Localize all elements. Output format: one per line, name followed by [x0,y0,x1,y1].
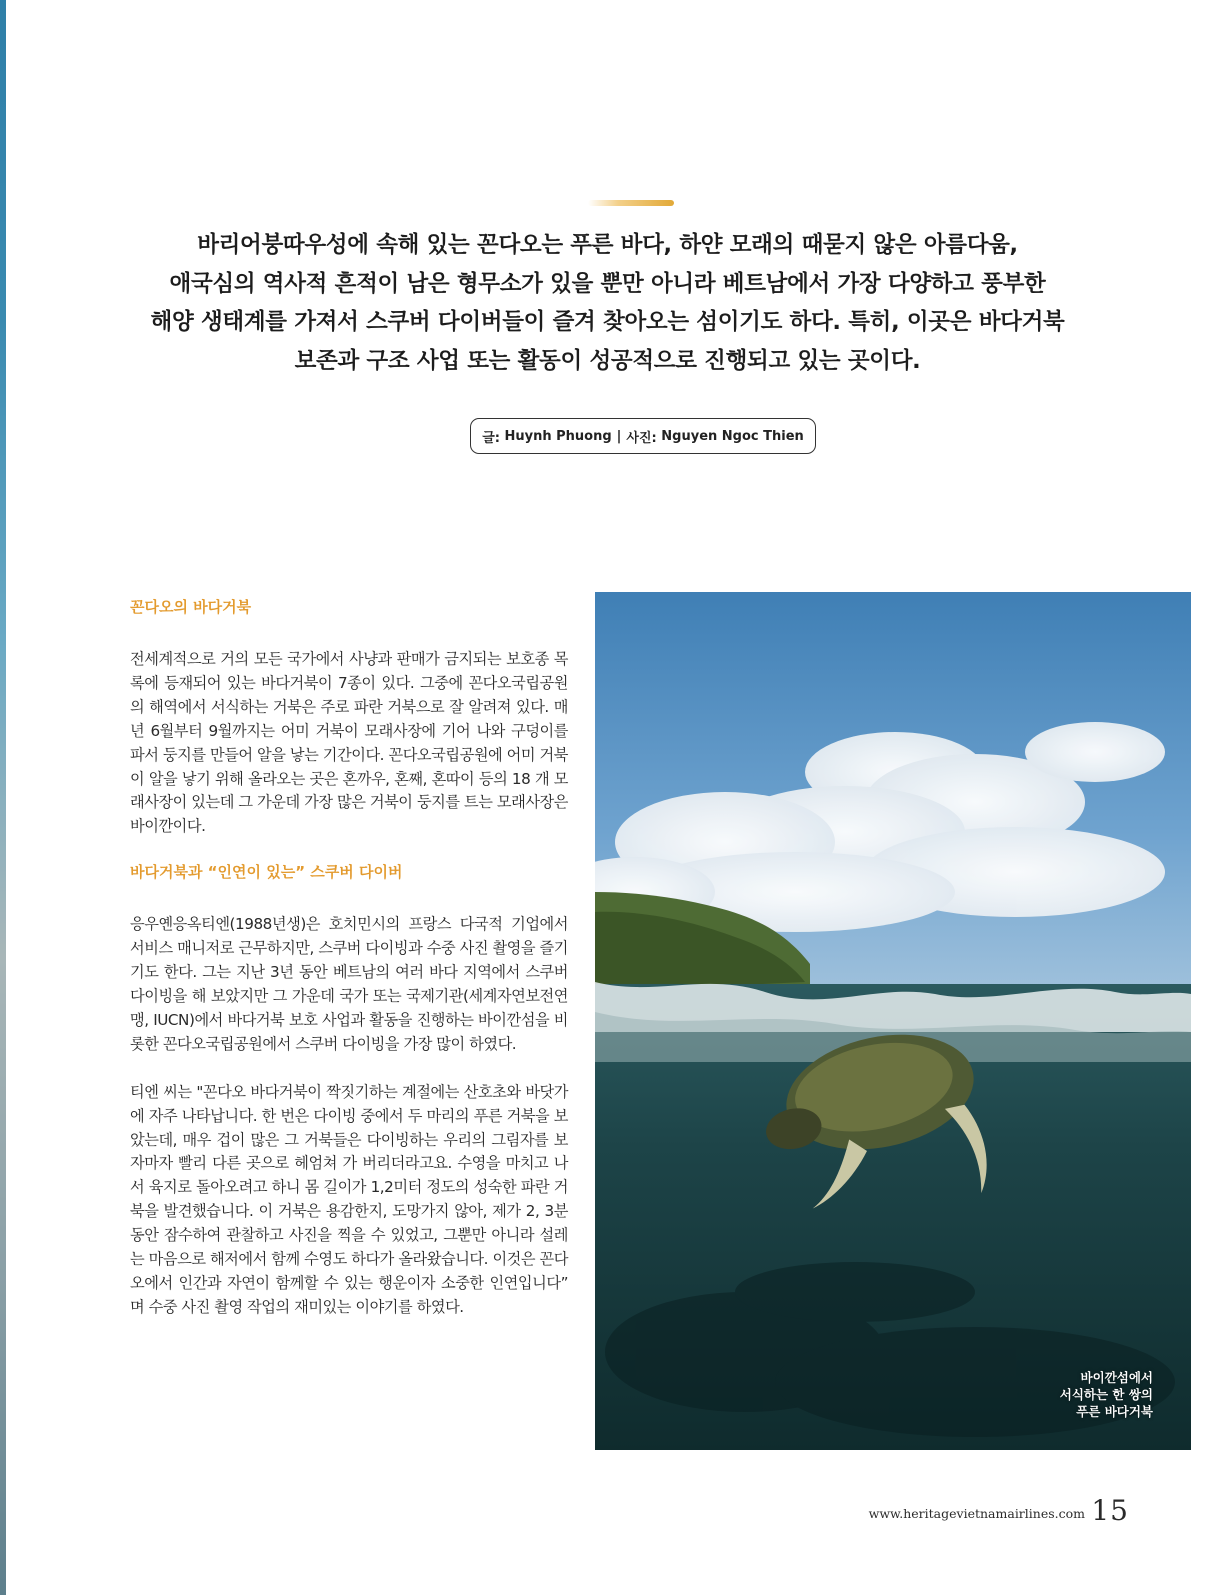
turtle-photo [595,592,1191,1450]
article-paragraph: 전세계적으로 거의 모든 국가에서 사냥과 판매가 금지되는 보호종 목록에 등재되어 있는 바다거북이 7종이 있다. 그중에 꼰다오국립공원의 해역에서 서식하는 거북은 주로 파란 거북으로 잘 알려져 있다. 매년 6월부터 9월까지는 어미 거북이 모래사장에 기어 나와 구덩이를 파서 둥지를 만들어 알을 낳는 기간이다. 꼰다오국립공원에 어미 거북이 알을 낳기 위해 올라오는 곳은 혼까우, 혼째, 혼따이 등의 18 개 모래사장이 있는데 그 가운데 가장 많은 거북이 둥지를 트는 모래사장은 바이깐이다. [130,650,568,836]
photo-label: 사진: [626,430,657,446]
page-edge-strip [0,0,6,1595]
byline-separator: | [616,428,622,444]
lead-paragraph [140,226,1075,380]
page-number: 15 [1091,1494,1129,1527]
accent-bar [588,200,674,206]
article-paragraph: 응우옌응옥티엔(1988년생)은 호치민시의 프랑스 다국적 기업에서 서비스 매니저로 근무하지만, 스쿠버 다이빙과 수중 사진 촬영을 즐기기도 한다. 그는 지난 3년 동안 베트남의 여러 바다 지역에서 스쿠버 다이빙을 해 보았지만 그 가운데 국가 또는 국제기관(세계자연보전연맹, IUCN)에서 바다거북 보호 사업과 활동을 진행하는 바이깐섬을 비롯한 꼰다오국립공원에서 스쿠버 다이빙을 가장 많이 하였다. [130,915,568,1053]
article-paragraph: 티엔 씨는 "꼰다오 바다거북이 짝짓기하는 계절에는 산호초와 바닷가에 자주 나타납니다. 한 번은 다이빙 중에서 두 마리의 푸른 거북을 보았는데, 매우 겁이 많은 그 거북들은 다이빙하는 우리의 그림자를 보자마자 빨리 다른 곳으로 헤엄쳐 가 버리더라고요. 수영을 마치고 나서 육지로 돌아오려고 하니 몸 길이가 1,2미터 정도의 성숙한 파란 거북을 발견했습니다. 이 거북은 용감한지, 도망가지 않아, 제가 2, 3분 동안 잠수하여 관찰하고 사진을 찍을 수 있었고, 그뿐만 아니라 설레는 마음으로 해저에서 함께 수영도 하다가 올라왔습니다. 이것은 꼰다오에서 인간과 자연이 함께할 수 있는 행운이자 소중한 인연입니다” 며 수중 사진 촬영 작업의 재미있는 이야기를 하였다. [130,1082,568,1316]
caption-line: 서식하는 한 쌍의 [1059,1387,1153,1402]
section-title: 바다거북과 “인연이 있는” 스쿠버 다이버 [130,863,403,882]
lead-line: 해양 생태계를 가져서 스쿠버 다이버들이 즐겨 찾아오는 섬이기도 하다. 특히, 이곳은 바다거북 [150,309,1065,335]
caption-line: 푸른 바다거북 [1076,1404,1153,1419]
lead-line: 보존과 구조 사업 또는 활동이 성공적으로 진행되고 있는 곳이다. [294,347,921,374]
caption-line: 바이깐섬에서 [1080,1370,1153,1385]
footer-url: www.heritagevietnamairlines.com [868,1506,1085,1521]
lead-line: 바리어붕따우성에 속해 있는 꼰다오는 푸른 바다, 하얀 모래의 때묻지 않은 아름다움, [197,232,1018,258]
writer-name: Huynh Phuong [504,428,612,444]
section-title: 꼰다오의 바다거북 [130,598,252,616]
photo-caption [1060,1369,1153,1420]
byline-box [470,418,816,454]
article-column [130,596,568,1320]
lead-line: 애국심의 역사적 흔적이 남은 형무소가 있을 뿐만 아니라 베트남에서 가장 다양하고 풍부한 [169,270,1046,297]
turtle-photo-illustration [595,592,1191,1450]
photographer-name: Nguyen Ngoc Thien [661,428,804,444]
writer-label: 글: [482,430,500,446]
